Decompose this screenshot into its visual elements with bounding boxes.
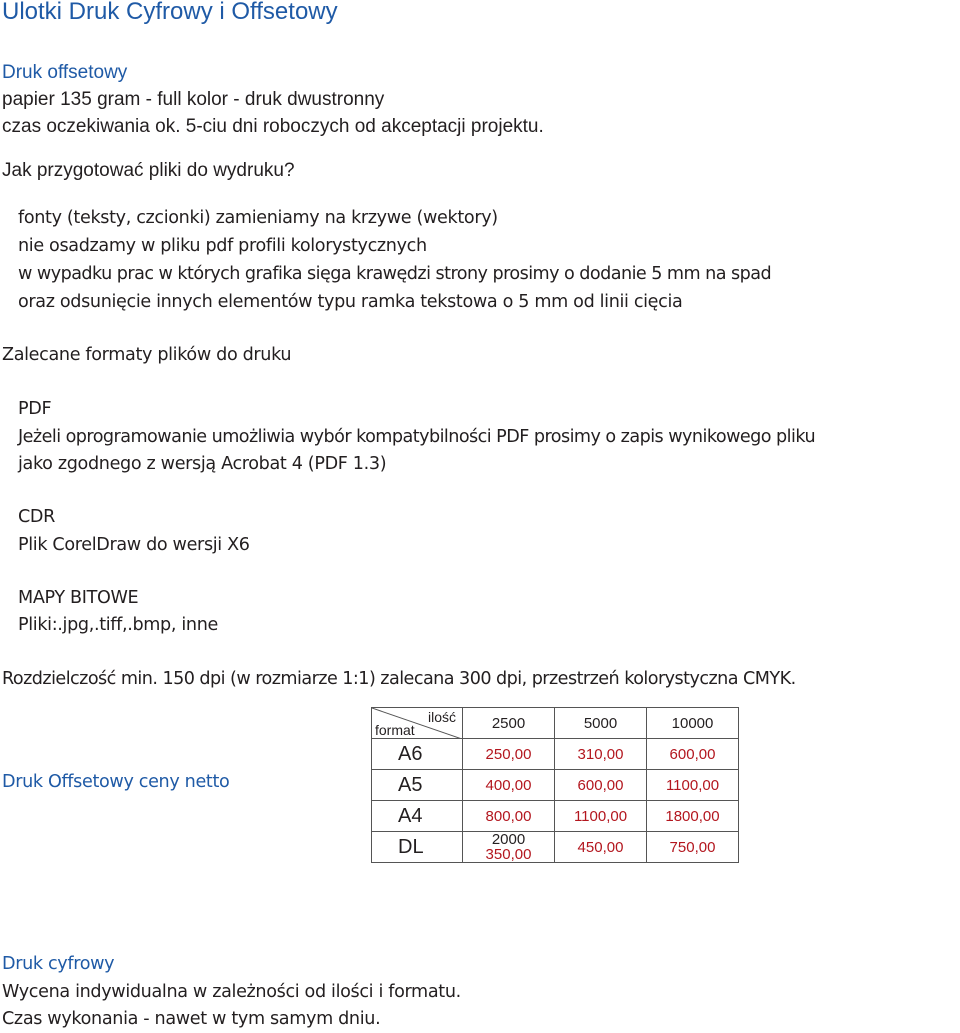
table-header-row [372,708,739,739]
prepare-line-2: nie osadzamy w pliku pdf profili kolorystycznych [18,236,427,256]
price-cell: 800,00 [463,801,555,832]
price-cell-bottom-value: 350,00 [485,846,532,863]
digital-line-1: Wycena indywidualna w zależności od ilości i formatu. [2,982,461,1002]
format-cell: A4 [372,801,463,832]
price-cell: 400,00 [463,770,555,801]
offset-line-2: czas oczekiwania ok. 5-ciu dni roboczych od akceptacji projektu. [2,116,544,137]
price-cell-top-value: 2000 [491,831,526,848]
price-cell: 450,00 [555,832,647,863]
quantity-header: 5000 [555,708,647,739]
quantity-header: 10000 [647,708,739,739]
table-row [372,832,739,863]
price-cell: 1800,00 [647,801,739,832]
table-row [372,801,739,832]
pdf-line-1: Jeżeli oprogramowanie umożliwia wybór kompatybilności PDF prosimy o zapis wynikowego pliku [18,427,816,447]
table-row [372,739,739,770]
format-cell: A5 [372,770,463,801]
quantity-header: 2500 [463,708,555,739]
digital-heading: Druk cyfrowy [2,954,115,974]
offset-heading: Druk offsetowy [2,62,128,83]
table-row [372,770,739,801]
page-title: Ulotki Druk Cyfrowy i Offsetowy [2,0,338,25]
price-cell: 1100,00 [555,801,647,832]
price-table [371,707,739,863]
prepare-heading: Jak przygotować pliki do wydruku? [2,160,295,181]
price-cell: 250,00 [463,739,555,770]
format-cell: A6 [372,739,463,770]
pdf-line-2: jako zgodnego z wersją Acrobat 4 (PDF 1.3) [18,454,387,474]
quantity-axis-label: ilość [427,709,456,725]
format-cell: DL [372,832,463,863]
bitmap-label: MAPY BITOWE [18,588,139,608]
cdr-line: Plik CorelDraw do wersji X6 [18,535,250,555]
cdr-label: CDR [18,507,56,527]
prepare-line-3: w wypadku prac w których grafika sięga krawędzi strony prosimy o dodanie 5 mm na spad [18,264,772,284]
table-corner-cell [372,708,463,739]
bitmap-line: Pliki:.jpg,.tiff,.bmp, inne [18,615,218,635]
prepare-line-1: fonty (teksty, czcionki) zamieniamy na krzywe (wektory) [18,208,498,228]
prepare-line-4: oraz odsunięcie innych elementów typu ramka tekstowa o 5 mm od linii cięcia [18,292,683,312]
format-axis-label: format [375,722,415,738]
price-cell: 600,00 [647,739,739,770]
formats-heading: Zalecane formaty plików do druku [2,345,292,365]
price-table-label: Druk Offsetowy ceny netto [2,772,230,792]
price-cell: 750,00 [647,832,739,863]
pdf-label: PDF [18,399,52,419]
price-cell: 1100,00 [647,770,739,801]
offset-line-1: papier 135 gram - full kolor - druk dwustronny [2,89,385,110]
price-cell [463,832,555,863]
price-cell: 310,00 [555,739,647,770]
resolution-note: Rozdzielczość min. 150 dpi (w rozmiarze 1:1) zalecana 300 dpi, przestrzeń kolorystyczna CMYK. [2,669,796,689]
digital-line-2: Czas wykonania - nawet w tym samym dniu. [2,1009,381,1029]
price-cell: 600,00 [555,770,647,801]
